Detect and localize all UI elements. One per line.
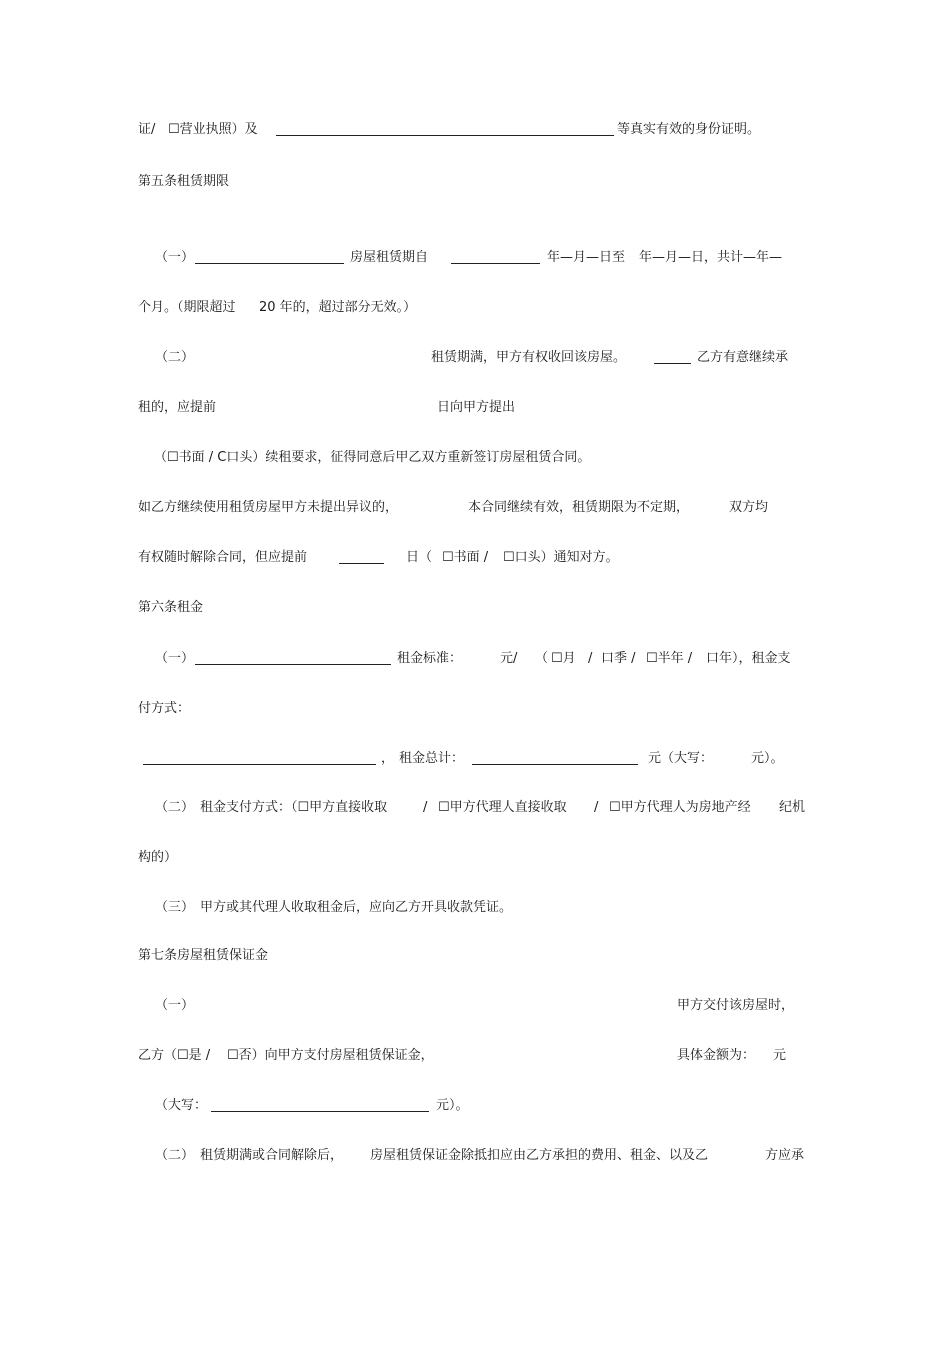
section-heading [0, 169, 950, 195]
text-line [0, 1093, 950, 1119]
text-line [0, 845, 950, 871]
text-line [0, 445, 950, 471]
text-segment: 付方式： [138, 701, 191, 716]
text-segment: 证/ [138, 122, 156, 137]
text-segment: 元）。 [751, 751, 784, 766]
heading-text: 第六条租金 [138, 600, 204, 615]
text-segment: 房屋租赁保证金除抵扣应由乙方承担的费用、租金、以及乙 [370, 1148, 709, 1163]
text-segment: 乙方有意继续承 [697, 350, 789, 365]
text-segment: 20 年的，超过部分无效。） [259, 300, 417, 315]
text-line [0, 696, 950, 722]
text-segment: 年—月—日，共计—年— [639, 250, 783, 265]
text-segment: （三） [155, 900, 195, 915]
text-segment: 租金支付方式：（☐甲方直接收取 [200, 800, 388, 815]
text-segment: 元）。 [436, 1098, 469, 1113]
text-line [0, 1143, 950, 1169]
blank-underline [211, 1111, 429, 1112]
text-line [0, 1043, 950, 1069]
text-segment: 日向甲方提出 [437, 400, 516, 415]
text-segment: / [588, 651, 593, 666]
text-line [0, 295, 950, 321]
text-segment: 方应承 [765, 1148, 805, 1163]
text-segment: 甲方交付该房屋时， [677, 998, 795, 1013]
text-segment: 租金总计： [399, 751, 465, 766]
text-line [0, 895, 950, 921]
text-segment: （一） [155, 998, 195, 1013]
text-line [0, 746, 950, 772]
blank-underline [451, 263, 540, 264]
text-segment: 口年），租金支 [706, 651, 791, 666]
text-segment: 个月。（期限超过 [138, 300, 236, 315]
heading-text: 第七条房屋租赁保证金 [138, 948, 269, 963]
text-segment: ☐书面 / [442, 550, 489, 565]
text-segment: （ [535, 651, 549, 666]
text-line [0, 495, 950, 521]
blank-underline [195, 664, 391, 665]
text-segment: 房屋租赁期自 [350, 250, 429, 265]
text-segment: ☐半年 / [646, 651, 693, 666]
text-segment: 日（ [406, 550, 433, 565]
text-segment: / [423, 800, 428, 815]
text-segment: （二） [155, 350, 195, 365]
blank-underline [195, 263, 344, 264]
text-segment: 有权随时解除合同，但应提前 [138, 550, 308, 565]
section-heading [0, 595, 950, 621]
text-segment: 构的） [138, 850, 178, 865]
text-line [0, 345, 950, 371]
text-line [0, 993, 950, 1019]
text-segment: 租赁期满，甲方有权收回该房屋。 [431, 350, 627, 365]
blank-underline [339, 563, 384, 564]
text-segment: ☐月 [551, 651, 576, 666]
text-segment: （二） [155, 800, 195, 815]
text-segment: （一） [155, 651, 195, 666]
blank-underline [276, 135, 614, 136]
text-segment: ☐否）向甲方支付房屋租赁保证金， [227, 1048, 434, 1063]
text-segment: （一） [155, 250, 195, 265]
text-segment: ☐营业执照）及 [168, 122, 258, 137]
blank-underline [143, 764, 376, 765]
heading-text: 第五条租赁期限 [138, 174, 230, 189]
text-segment: ☐甲方代理人为房地产经 [609, 800, 751, 815]
text-segment: 具体金额为： [677, 1048, 756, 1063]
text-segment: ☐口头）通知对方。 [503, 550, 619, 565]
text-segment: ☐甲方代理人直接收取 [438, 800, 567, 815]
text-segment: 租的，应提前 [138, 400, 217, 415]
text-line [0, 795, 950, 821]
text-segment: 本合同继续有效，租赁期限为不定期， [468, 500, 690, 515]
text-segment: 租金标准： [397, 651, 463, 666]
blank-underline [472, 764, 638, 765]
text-segment: 等真实有效的身份证明。 [617, 122, 761, 137]
text-segment: 甲方或其代理人收取租金后，应向乙方开具收款凭证。 [200, 900, 513, 915]
text-segment: 乙方（☐是 / [138, 1048, 211, 1063]
section-heading [0, 943, 950, 969]
blank-underline [654, 363, 691, 364]
text-line [0, 117, 950, 143]
text-segment: （☐书面 / C口头）续租要求，征得同意后甲乙双方重新签订房屋租赁合同。 [154, 450, 591, 465]
text-segment: 元/ [500, 651, 518, 666]
text-line [0, 395, 950, 421]
text-segment: （大写： [155, 1098, 208, 1113]
text-segment: ， [381, 751, 395, 766]
text-segment: 年—月—日至 [547, 250, 626, 265]
text-segment: 元 [773, 1048, 787, 1063]
text-segment: 如乙方继续使用租赁房屋甲方未提出异议的， [138, 500, 399, 515]
text-segment: 租赁期满或合同解除后， [200, 1148, 344, 1163]
text-segment: 纪机 [779, 800, 806, 815]
text-line [0, 545, 950, 571]
text-segment: 双方均 [729, 500, 769, 515]
text-line [0, 646, 950, 672]
text-line [0, 245, 950, 271]
text-segment: 元（大写： [648, 751, 714, 766]
text-segment: / [594, 800, 599, 815]
text-segment: （二） [155, 1148, 195, 1163]
text-segment: 口季 / [601, 651, 636, 666]
